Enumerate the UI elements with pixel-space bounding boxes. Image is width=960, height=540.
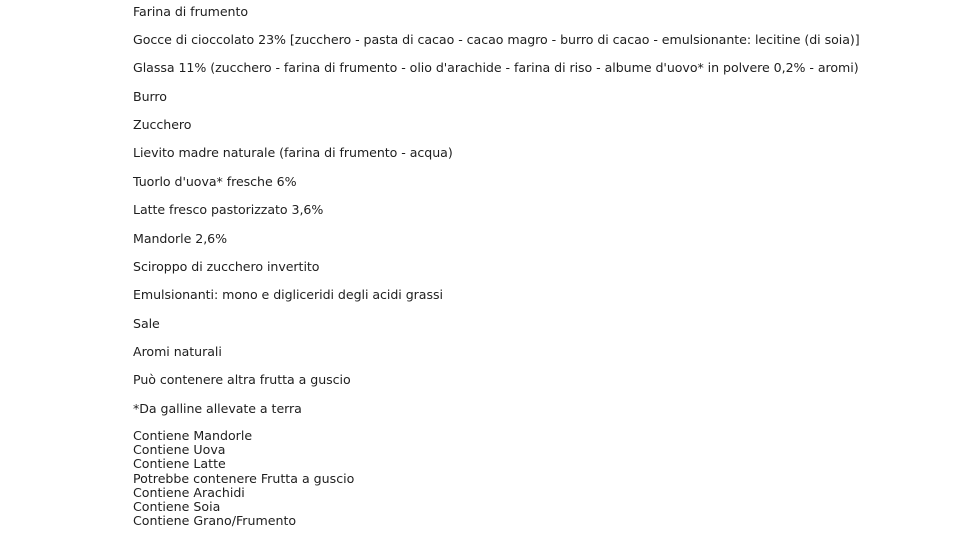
allergen-item: Contiene Arachidi <box>133 484 245 500</box>
ingredient-line-emulsifiers: Emulsionanti: mono e digliceridi degli acidi grassi <box>133 287 443 302</box>
allergen-item: Potrebbe contenere Frutta a guscio <box>133 470 355 486</box>
allergen-item: Contiene Latte <box>133 456 226 472</box>
allergen-list <box>133 429 354 528</box>
ingredient-line-salt: Sale <box>133 316 160 331</box>
ingredient-line-butter: Burro <box>133 89 167 104</box>
ingredient-line-egg-yolk: Tuorlo d'uova* fresche 6% <box>133 174 297 189</box>
allergen-item: Contiene Uova <box>133 442 226 458</box>
allergen-item: Contiene Mandorle <box>133 428 253 443</box>
ingredient-line-glaze: Glassa 11% (zucchero - farina di frumento - olio d'arachide - farina di riso - albume d'uovo* in polvere 0,2% - aromi) <box>133 60 859 75</box>
ingredient-line-nut-warning: Può contenere altra frutta a guscio <box>133 372 351 387</box>
allergen-item: Contiene Grano/Frumento <box>133 513 297 529</box>
ingredient-line-sourdough: Lievito madre naturale (farina di frumento - acqua) <box>133 145 453 160</box>
footnote-line: *Da galline allevate a terra <box>133 401 302 416</box>
ingredient-line-sugar: Zucchero <box>133 117 192 132</box>
allergen-item: Contiene Soia <box>133 499 221 515</box>
ingredient-line-invert-syrup: Sciroppo di zucchero invertito <box>133 259 320 274</box>
ingredient-line-flour: Farina di frumento <box>133 4 249 19</box>
ingredient-line-almonds: Mandorle 2,6% <box>133 231 228 246</box>
ingredient-line-natural-flavors: Aromi naturali <box>133 344 222 359</box>
ingredient-line-milk: Latte fresco pastorizzato 3,6% <box>133 202 324 217</box>
ingredient-line-chocolate-drops: Gocce di cioccolato 23% [zucchero - pasta di cacao - cacao magro - burro di cacao - emulsionante: lecitine (di soia)] <box>133 32 860 47</box>
